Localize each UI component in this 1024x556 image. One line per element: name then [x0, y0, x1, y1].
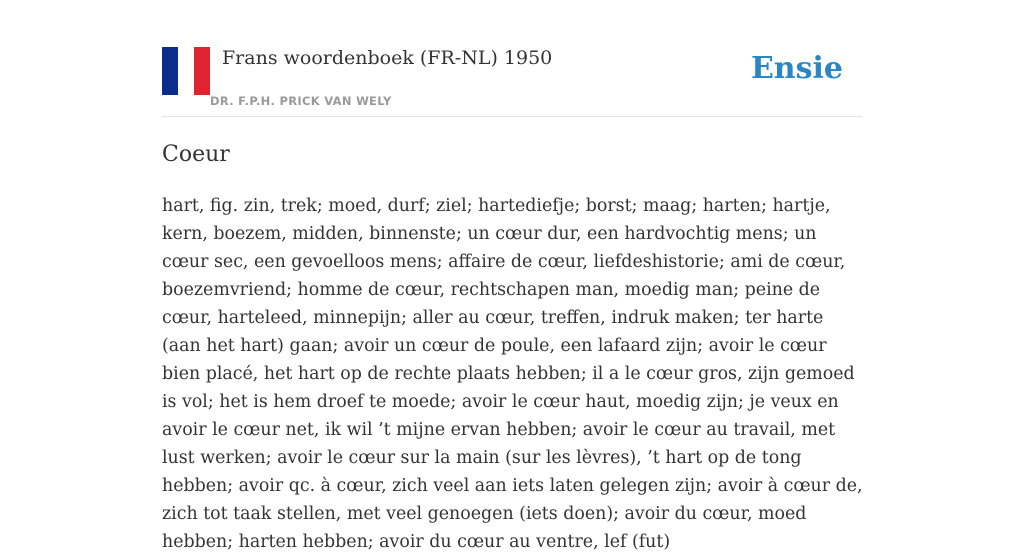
ensie-logo[interactable]: Ensie [750, 51, 843, 86]
dictionary-header [162, 40, 862, 117]
entry-headword: Coeur [162, 142, 230, 167]
flag-stripe-blue [162, 47, 178, 95]
entry-definition: hart, fig. zin, trek; moed, durf; ziel; hartediefje; borst; maag; harten; hartje, kern, boezem, midden, binnenste; un cœur dur, een hardvochtig mens; un cœur sec, een gevoelloos mens; affaire de cœur, liefdeshistorie; ami de cœur, boezemvriend; homme de cœur, rechtschapen man, moedig man; peine de cœur, harteleed, minnepijn; aller au cœur, treffen, indruk maken; ter harte (aan het hart) gaan; avoir un cœur de poule, een lafaard zijn; avoir le cœur bien placé, het hart op de rechte plaats hebben; il a le cœur gros, zijn gemoed is vol; het is hem droef te moede; avoir le cœur haut, moedig zijn; je veux en avoir le cœur net, ik wil ’t mijne ervan hebben; avoir le cœur au travail, met lust werken; avoir le cœur sur la main (sur les lèvres), ’t hart op de tong hebben; avoir qc. à cœur, zich veel aan iets laten gelegen zijn; avoir à cœur de, zich tot taak stellen, met veel genoegen (iets doen); avoir du cœur, moed hebben; harten hebben; avoir du cœur au ventre, lef (fut) [162, 196, 863, 552]
dictionary-title[interactable]: Frans woordenboek (FR-NL) 1950 [222, 47, 553, 69]
french-flag-icon [162, 47, 210, 95]
flag-stripe-white [178, 47, 194, 95]
dictionary-author: DR. F.P.H. PRICK VAN WELY [210, 94, 392, 108]
flag-stripe-red [194, 47, 210, 95]
